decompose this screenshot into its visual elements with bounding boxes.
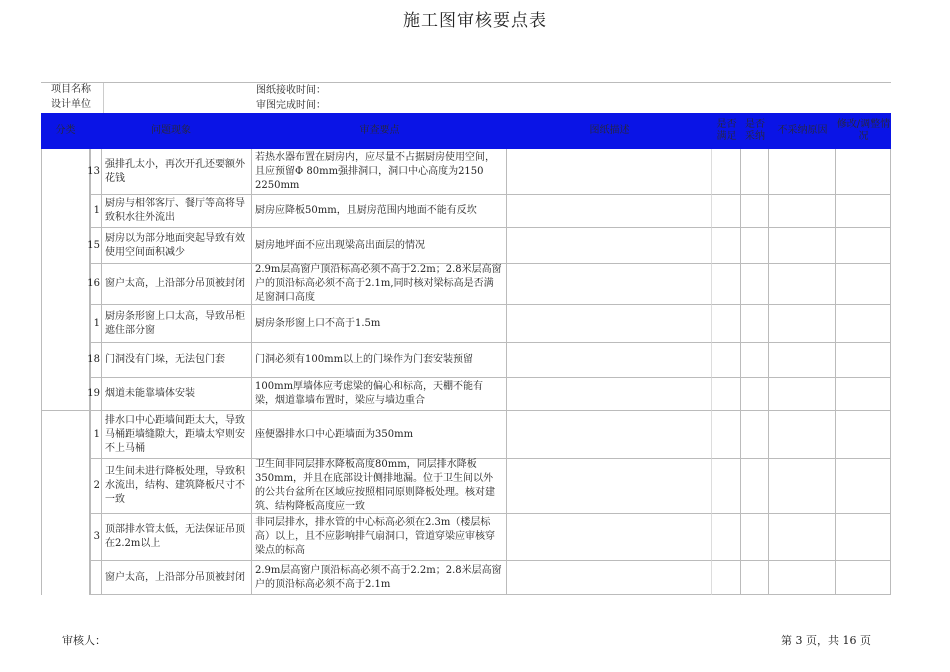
check-cell [836, 264, 891, 305]
check-cell [769, 378, 836, 411]
table-row [41, 264, 891, 305]
issue-cell: 窗户太高，上沿部分吊顶被封闭 [102, 561, 252, 595]
row-number: 3 [90, 514, 102, 561]
row-number: 13 [90, 149, 102, 195]
row-number: 2 [90, 459, 102, 514]
check-cell [741, 195, 769, 228]
drawing-desc-cell [507, 411, 712, 459]
drawing-desc-cell [507, 343, 712, 378]
row-number: 18 [90, 343, 102, 378]
project-name-label: 项目名称 [51, 84, 91, 95]
row-number: 15 [90, 228, 102, 264]
check-cell [712, 378, 741, 411]
table-row [41, 343, 891, 378]
issue-cell: 厨房条形窗上口太高，导致吊柜遮住部分窗 [102, 305, 252, 343]
check-cell [712, 195, 741, 228]
check-cell [836, 514, 891, 561]
review-point-cell: 厨房地坪面不应出现梁高出面层的情况 [252, 228, 507, 264]
table-row [41, 149, 891, 195]
check-cell [769, 411, 836, 459]
table-header [41, 113, 891, 149]
check-cell [712, 264, 741, 305]
issue-cell: 顶部排水管太低，无法保证吊顶在2.2m以上 [102, 514, 252, 561]
check-cell [769, 561, 836, 595]
header-category: 分类 [55, 125, 76, 136]
page-title: 施工图审核要点表 [403, 11, 547, 31]
drawing-desc-cell [507, 514, 712, 561]
check-cell [741, 228, 769, 264]
table-row [41, 459, 891, 514]
review-point-cell: 非同层排水，排水管的中心标高必须在2.3m（楼层标高）以上，且不应影响排气扇洞口，管道穿梁应审核穿梁点的标高 [252, 514, 507, 561]
check-cell [741, 561, 769, 595]
issue-cell: 厨房以为部分地面突起导致有效使用空间面积减少 [102, 228, 252, 264]
row-number: 16 [90, 264, 102, 305]
check-cell [741, 264, 769, 305]
received-time-label: 图纸接收时间： [256, 85, 326, 96]
check-cell [836, 561, 891, 595]
table-row [41, 228, 891, 264]
drawing-desc-cell [507, 305, 712, 343]
row-number: 19 [90, 378, 102, 411]
check-cell [741, 305, 769, 343]
drawing-desc-cell [507, 228, 712, 264]
check-cell [712, 228, 741, 264]
check-cell [712, 411, 741, 459]
check-cell [769, 459, 836, 514]
header-satisfied: 是否满足 [716, 119, 737, 142]
review-point-cell: 100mm厚墙体应考虑梁的偏心和标高，天棚不能有梁，烟道靠墙布置时，梁应与墙边重合 [252, 378, 507, 411]
drawing-desc-cell [507, 264, 712, 305]
project-info [41, 82, 891, 114]
design-unit-label: 设计单位 [51, 99, 91, 110]
check-cell [741, 378, 769, 411]
review-point-cell: 厨房应降板50mm，且厨房范围内地面不能有反坎 [252, 195, 507, 228]
drawing-desc-cell [507, 149, 712, 195]
check-cell [741, 411, 769, 459]
issue-cell: 窗户太高，上沿部分吊顶被封闭 [102, 264, 252, 305]
page-indicator: 第 3 页，共 16 页 [781, 634, 871, 647]
header-adopted: 是否采纳 [745, 119, 765, 142]
check-cell [836, 195, 891, 228]
header-drawing-desc: 图纸描述 [589, 125, 630, 136]
drawing-desc-cell [507, 459, 712, 514]
table-row [41, 195, 891, 228]
issue-cell: 卫生间未进行降板处理，导致积水流出，结构、建筑降板尺寸不一致 [102, 459, 252, 514]
table-row [41, 514, 891, 561]
check-cell [836, 343, 891, 378]
check-cell [769, 305, 836, 343]
check-cell [712, 149, 741, 195]
check-cell [741, 343, 769, 378]
review-point-cell: 2.9m层高窗户顶沿标高必须不高于2.2m；2.8米层高窗户的顶沿标高必须不高于2.1m,同时核对梁标高是否满足窗洞口高度 [252, 264, 507, 305]
row-number: 1 [90, 411, 102, 459]
table-row [41, 378, 891, 411]
issue-cell: 烟道未能靠墙体安装 [102, 378, 252, 411]
check-cell [741, 514, 769, 561]
header-review-point: 审查要点 [359, 125, 400, 136]
row-number: 1 [90, 195, 102, 228]
check-cell [836, 378, 891, 411]
check-cell [836, 411, 891, 459]
finished-time-label: 审图完成时间： [256, 100, 326, 111]
review-point-cell: 座便器排水口中心距墙面为350mm [252, 411, 507, 459]
row-number: 1 [90, 305, 102, 343]
check-cell [769, 514, 836, 561]
table-row [41, 411, 891, 459]
check-cell [741, 149, 769, 195]
review-point-cell: 2.9m层高窗户顶沿标高必须不高于2.2m；2.8米层高窗户的顶沿标高必须不高于2.1m [252, 561, 507, 595]
check-cell [836, 459, 891, 514]
check-cell [836, 228, 891, 264]
check-cell [741, 459, 769, 514]
drawing-desc-cell [507, 378, 712, 411]
check-cell [769, 228, 836, 264]
check-cell [769, 264, 836, 305]
check-cell [769, 343, 836, 378]
check-cell [769, 149, 836, 195]
check-cell [712, 305, 741, 343]
review-point-cell: 若热水器布置在厨房内，应尽量不占据厨房使用空间，且应预留Φ 80mm强排洞口，洞口中心高度为2150 2250mm [252, 149, 507, 195]
header-modification: 修改/调整情况 [836, 119, 891, 142]
check-cell [712, 514, 741, 561]
table-row [41, 305, 891, 343]
review-point-cell: 门洞必须有100mm以上的门垛作为门套安装预留 [252, 343, 507, 378]
check-cell [712, 561, 741, 595]
header-reject-reason: 不采纳原因 [777, 125, 828, 136]
check-cell [712, 343, 741, 378]
header-issue: 问题现象 [151, 125, 191, 136]
issue-cell: 门洞没有门垛，无法包门套 [102, 343, 252, 378]
issue-cell: 排水口中心距墙间距太大，导致马桶距墙缝隙大，距墙太窄则安不上马桶 [102, 411, 252, 459]
table-row [41, 561, 891, 595]
check-cell [769, 195, 836, 228]
check-cell [836, 149, 891, 195]
review-point-cell: 卫生间非同层排水降板高度80mm，同层排水降板350mm，并且在底部设计侧排地漏。位于卫生间以外的公共台盆所在区域应按照相同原则降板处理。核对建筑、结构降板高度应一致 [252, 459, 507, 514]
reviewer-label: 审核人： [62, 634, 106, 647]
drawing-desc-cell [507, 195, 712, 228]
check-cell [836, 305, 891, 343]
check-cell [712, 459, 741, 514]
row-number [90, 561, 102, 595]
issue-cell: 厨房与相邻客厅、餐厅等高将导致积水往外流出 [102, 195, 252, 228]
review-point-cell: 厨房条形窗上口不高于1.5m [252, 305, 507, 343]
issue-cell: 强排孔太小，再次开孔还要额外花钱 [102, 149, 252, 195]
drawing-desc-cell [507, 561, 712, 595]
